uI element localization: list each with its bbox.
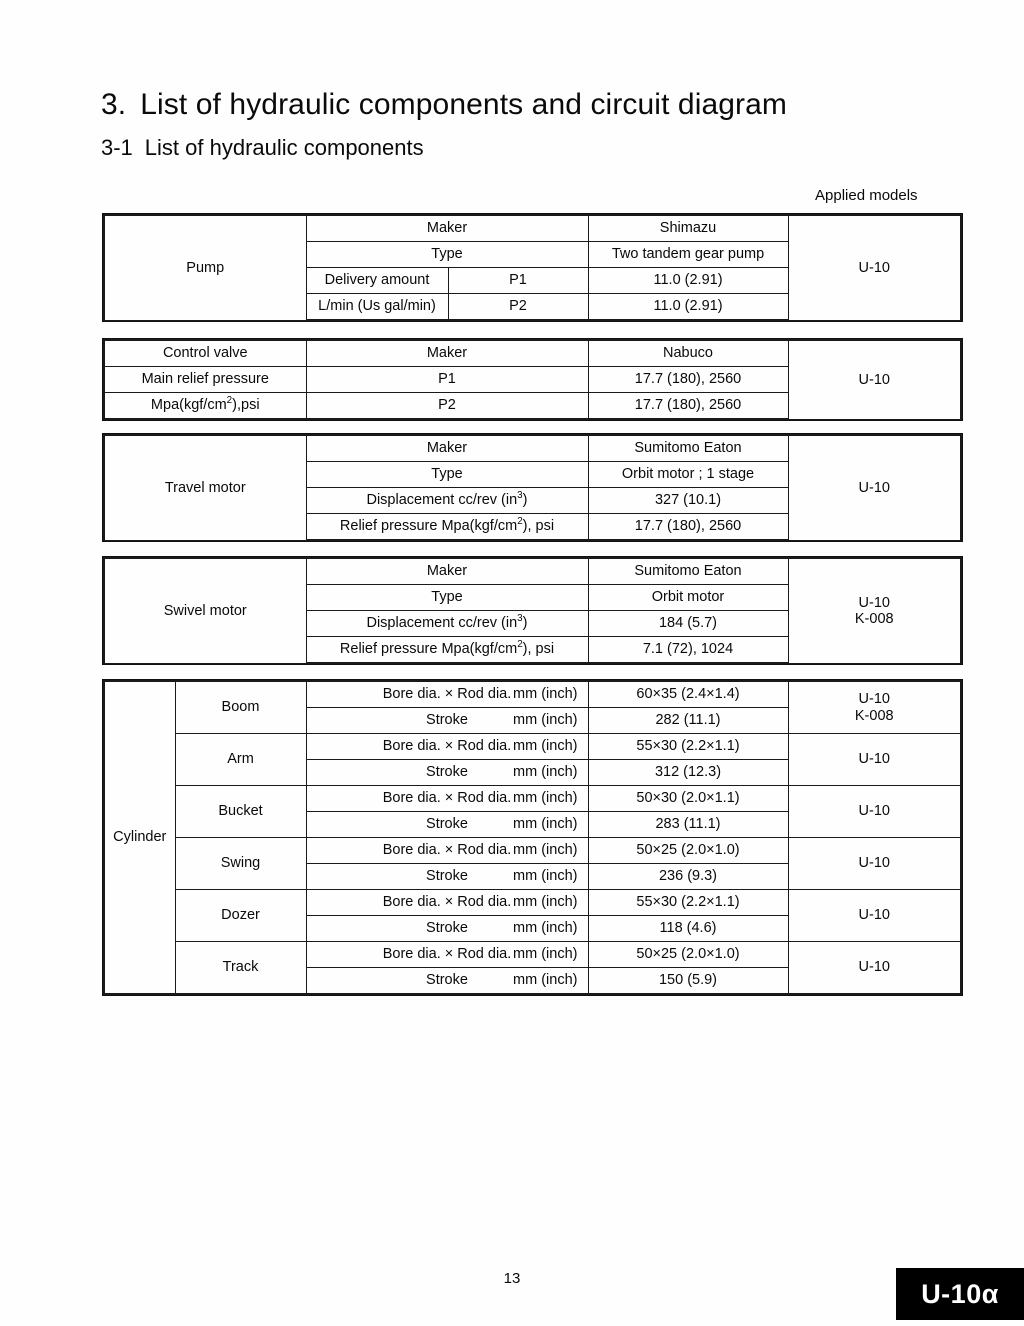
cylinder-bore-value: 50×30 (2.0×1.1) — [588, 786, 788, 812]
table-row — [104, 435, 961, 462]
cylinder-stroke-label — [306, 708, 588, 734]
cylinder-bore-label-text: Bore dia. × Rod dia. — [382, 842, 512, 859]
travel-motor-displacement-value: 327 (10.1) — [588, 488, 788, 514]
pump-applied-models: U-10 — [788, 215, 961, 320]
travel-motor-table — [103, 434, 962, 541]
cylinder-stroke-value: 283 (11.1) — [588, 812, 788, 838]
table-row — [104, 890, 961, 916]
swivel-motor-applied-models — [788, 558, 961, 663]
cylinder-bore-label — [306, 786, 588, 812]
swivel-motor-maker-value: Sumitomo Eaton — [588, 558, 788, 585]
pump-p1-value: 11.0 (2.91) — [588, 268, 788, 294]
table-row — [104, 786, 961, 812]
applied-models-header: Applied models — [815, 187, 918, 204]
cylinder-bore-label-text: Bore dia. × Rod dia. — [382, 790, 512, 807]
cylinder-applied-models-line1: U-10 — [858, 855, 890, 872]
control-valve-label-line2: Main relief pressure — [104, 367, 306, 393]
cylinder-applied-models-line1: U-10 — [858, 907, 890, 924]
swivel-motor-type-label: Type — [306, 585, 588, 611]
pump-maker-value: Shimazu — [588, 215, 788, 242]
control-valve-p2-label: P2 — [306, 393, 588, 420]
pump-type-value: Two tandem gear pump — [588, 242, 788, 268]
swivel-motor-relief-label: Relief pressure $Mpa(kgf/cm^2)$, psi — [306, 637, 588, 664]
cylinder-stroke-unit: mm (inch) — [513, 868, 578, 884]
pump-delivery-label-line1: Delivery amount — [306, 268, 448, 294]
control-valve-maker-value: Nabuco — [588, 340, 788, 367]
travel-motor-maker-value: Sumitomo Eaton — [588, 435, 788, 462]
cylinder-component-label: Bucket — [175, 786, 306, 838]
travel-motor-type-label: Type — [306, 462, 588, 488]
cylinder-stroke-label — [306, 916, 588, 942]
travel-motor-relief-label: Relief pressure $Mpa(kgf/cm^2)$, psi — [306, 514, 588, 541]
cylinder-bore-label-text: Bore dia. × Rod dia. — [382, 946, 512, 963]
cylinder-applied-models-line1: U-10 — [858, 691, 890, 708]
page-number: 13 — [503, 1270, 521, 1287]
cylinder-bore-label — [306, 838, 588, 864]
table-row — [104, 681, 961, 708]
swivel-motor-applied-models-line2: K-008 — [854, 610, 894, 627]
cylinder-stroke-label-text: Stroke — [426, 920, 468, 937]
cylinder-table — [103, 680, 962, 995]
cylinder-stroke-unit: mm (inch) — [513, 920, 578, 936]
swivel-motor-maker-label: Maker — [306, 558, 588, 585]
cylinder-stroke-value: 282 (11.1) — [588, 708, 788, 734]
cylinder-component-label: Dozer — [175, 890, 306, 942]
page-title-text: List of hydraulic components and circuit diagram — [140, 88, 788, 121]
travel-motor-type-value: Orbit motor ; 1 stage — [588, 462, 788, 488]
cylinder-component-label: Boom — [175, 681, 306, 734]
cylinder-component-label: Arm — [175, 734, 306, 786]
cylinder-stroke-label-text: Stroke — [426, 712, 468, 729]
section-title — [101, 135, 424, 161]
cylinder-applied-models-line1: U-10 — [858, 803, 890, 820]
travel-motor-label: Travel motor — [104, 435, 306, 540]
cylinder-bore-label — [306, 734, 588, 760]
section-title-number: 3-1 — [101, 135, 133, 160]
travel-motor-displacement-label: Displacement cc/rev $(in^3)$ — [306, 488, 588, 514]
cylinder-applied-models — [788, 890, 961, 942]
cylinder-component-label: Track — [175, 942, 306, 995]
cylinder-stroke-label-text: Stroke — [426, 764, 468, 781]
cylinder-stroke-label-text: Stroke — [426, 972, 468, 989]
cylinder-stroke-unit: mm (inch) — [513, 764, 578, 780]
control-valve-maker-label: Maker — [306, 340, 588, 367]
cylinder-stroke-value: 312 (12.3) — [588, 760, 788, 786]
cylinder-label: Cylinder — [104, 681, 175, 994]
table-row — [104, 734, 961, 760]
cylinder-stroke-label — [306, 812, 588, 838]
cylinder-bore-value: 60×35 (2.4×1.4) — [588, 681, 788, 708]
cylinder-stroke-unit: mm (inch) — [513, 816, 578, 832]
control-valve-applied-models: U-10 — [788, 340, 961, 419]
table-row — [104, 340, 961, 367]
model-badge: U-10α — [896, 1268, 1024, 1320]
pump-table — [103, 214, 962, 321]
cylinder-bore-label — [306, 681, 588, 708]
cylinder-bore-value: 50×25 (2.0×1.0) — [588, 838, 788, 864]
cylinder-bore-unit: mm (inch) — [513, 686, 578, 702]
travel-motor-applied-models: U-10 — [788, 435, 961, 540]
swivel-motor-relief-value: 7.1 (72), 1024 — [588, 637, 788, 664]
section-title-text: List of hydraulic components — [144, 135, 424, 160]
pump-type-label: Type — [306, 242, 588, 268]
cylinder-bore-label-text: Bore dia. × Rod dia. — [382, 738, 512, 755]
swivel-motor-displacement-label: Displacement cc/rev $(in^3)$ — [306, 611, 588, 637]
page-title-number: 3. — [101, 88, 127, 121]
cylinder-stroke-value: 118 (4.6) — [588, 916, 788, 942]
swivel-motor-type-value: Orbit motor — [588, 585, 788, 611]
cylinder-stroke-label — [306, 864, 588, 890]
table-row — [104, 558, 961, 585]
cylinder-bore-unit: mm (inch) — [513, 790, 578, 806]
pump-p2-label: P2 — [448, 294, 588, 321]
cylinder-component-label: Swing — [175, 838, 306, 890]
cylinder-bore-unit: mm (inch) — [513, 946, 578, 962]
travel-motor-maker-label: Maker — [306, 435, 588, 462]
cylinder-stroke-value: 236 (9.3) — [588, 864, 788, 890]
swivel-motor-displacement-value: 184 (5.7) — [588, 611, 788, 637]
cylinder-applied-models-line2: K-008 — [854, 707, 894, 724]
pump-label: Pump — [104, 215, 306, 320]
control-valve-label-line3: $Mpa(kgf/cm^2),psi$ — [104, 393, 306, 420]
cylinder-bore-value: 50×25 (2.0×1.0) — [588, 942, 788, 968]
cylinder-stroke-unit: mm (inch) — [513, 972, 578, 988]
table-row — [104, 215, 961, 242]
cylinder-applied-models — [788, 838, 961, 890]
pump-p2-value: 11.0 (2.91) — [588, 294, 788, 321]
pump-maker-label: Maker — [306, 215, 588, 242]
page-title — [101, 88, 787, 122]
cylinder-applied-models-line1: U-10 — [858, 959, 890, 976]
control-valve-label-line1: Control valve — [104, 340, 306, 367]
travel-motor-relief-value: 17.7 (180), 2560 — [588, 514, 788, 541]
pump-delivery-label-line2: L/min (Us gal/min) — [306, 294, 448, 321]
cylinder-applied-models — [788, 786, 961, 838]
cylinder-stroke-label — [306, 760, 588, 786]
control-valve-p1-label: P1 — [306, 367, 588, 393]
cylinder-bore-unit: mm (inch) — [513, 842, 578, 858]
swivel-motor-label: Swivel motor — [104, 558, 306, 663]
cylinder-applied-models — [788, 734, 961, 786]
cylinder-bore-unit: mm (inch) — [513, 894, 578, 910]
cylinder-stroke-unit: mm (inch) — [513, 712, 578, 728]
cylinder-bore-unit: mm (inch) — [513, 738, 578, 754]
cylinder-applied-models — [788, 942, 961, 995]
cylinder-stroke-value: 150 (5.9) — [588, 968, 788, 995]
control-valve-table — [103, 339, 962, 420]
cylinder-bore-label-text: Bore dia. × Rod dia. — [382, 686, 512, 703]
cylinder-stroke-label-text: Stroke — [426, 868, 468, 885]
cylinder-applied-models — [788, 681, 961, 734]
cylinder-stroke-label-text: Stroke — [426, 816, 468, 833]
table-row — [104, 942, 961, 968]
cylinder-bore-value: 55×30 (2.2×1.1) — [588, 890, 788, 916]
cylinder-bore-label — [306, 942, 588, 968]
control-valve-p2-value: 17.7 (180), 2560 — [588, 393, 788, 420]
cylinder-bore-value: 55×30 (2.2×1.1) — [588, 734, 788, 760]
pump-p1-label: P1 — [448, 268, 588, 294]
table-row — [104, 838, 961, 864]
cylinder-applied-models-line1: U-10 — [858, 751, 890, 768]
cylinder-bore-label — [306, 890, 588, 916]
swivel-motor-table — [103, 557, 962, 664]
swivel-motor-applied-models-line1: U-10 — [858, 594, 890, 611]
cylinder-bore-label-text: Bore dia. × Rod dia. — [382, 894, 512, 911]
cylinder-stroke-label — [306, 968, 588, 995]
control-valve-p1-value: 17.7 (180), 2560 — [588, 367, 788, 393]
